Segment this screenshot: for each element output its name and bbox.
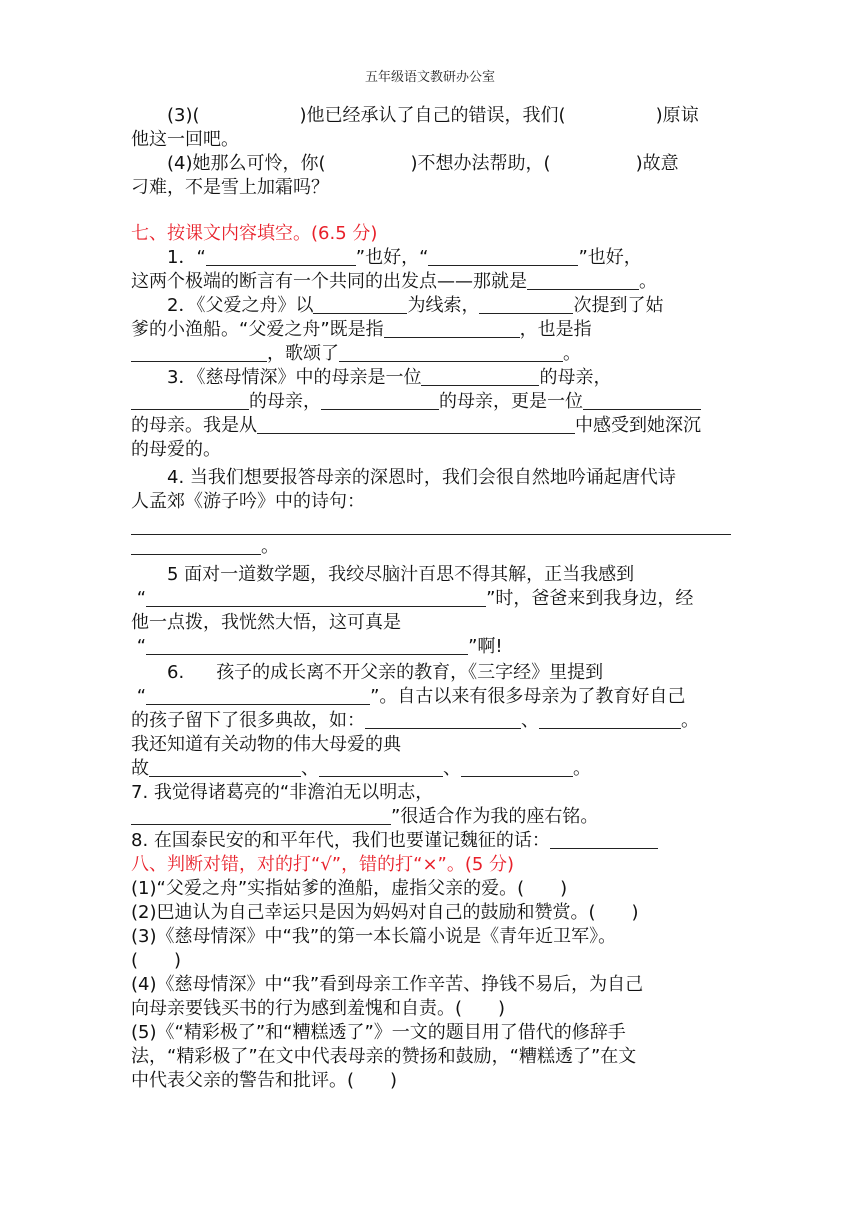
text: 8. 在国泰民安的和平年代，我们也要谨记魏征的话： bbox=[131, 830, 550, 851]
text: 6. bbox=[167, 662, 185, 683]
s8-item-5-cont: 法，“精彩极了”在文中代表母亲的赞扬和鼓励，“糟糕透了”在文 bbox=[131, 1046, 637, 1067]
s7-item-3-cont3: 的母爱的。 bbox=[131, 439, 221, 460]
s7-item-6-cont bbox=[131, 685, 731, 709]
s7-item-8 bbox=[131, 829, 731, 853]
fill-blank[interactable] bbox=[321, 391, 439, 410]
fill-blank[interactable] bbox=[131, 391, 249, 410]
s8-item-3-cont: ( ) bbox=[131, 950, 182, 971]
fill-blank[interactable] bbox=[313, 295, 407, 314]
text: 爹的小渔船。“父爱之舟”既是指 bbox=[131, 319, 384, 340]
text: 的母亲，更是一位 bbox=[439, 391, 583, 412]
fill-blank[interactable] bbox=[146, 686, 370, 705]
text: 的母亲， bbox=[249, 391, 321, 412]
s7-item-5: 5 面对一道数学题，我绞尽脑汁百思不得其解，正当我感到 bbox=[167, 564, 635, 585]
section-7-title: 七、按课文内容填空。(6.5 分) bbox=[131, 223, 378, 244]
s7-item-3 bbox=[131, 366, 731, 390]
fill-blank[interactable] bbox=[319, 758, 443, 777]
text: 这两个极端的断言有一个共同的出发点——那就是 bbox=[131, 271, 527, 292]
s7-item-1 bbox=[131, 246, 731, 270]
fill-blank[interactable] bbox=[365, 710, 521, 729]
text: 孩子的成长离不开父亲的教育，《三字经》里提到 bbox=[216, 662, 604, 683]
s7-item-6-cont2 bbox=[131, 709, 731, 733]
text: ”也好，“ bbox=[355, 247, 429, 268]
text: ，歌颂了 bbox=[267, 343, 339, 364]
text: ，也是指 bbox=[519, 319, 592, 340]
s7-item-4-cont2 bbox=[131, 535, 731, 559]
text: )不想办法帮助，( bbox=[410, 153, 551, 174]
fill-blank[interactable] bbox=[421, 367, 539, 386]
s7-item-2-cont bbox=[131, 318, 731, 342]
s7-item-4-cont: 人孟郊《游子吟》中的诗句： bbox=[131, 491, 365, 512]
text: 。 bbox=[639, 271, 657, 292]
fill-blank[interactable] bbox=[550, 830, 658, 849]
fill-blank[interactable] bbox=[131, 343, 267, 362]
text: (3)( bbox=[167, 105, 200, 126]
s8-item-2: (2)巴迪认为自己幸运只是因为妈妈对自己的鼓励和赞赏。( ) bbox=[131, 902, 639, 923]
s7-item-4: 4. 当我们想要报答母亲的深恩时，我们会很自然地吟诵起唐代诗 bbox=[167, 467, 676, 488]
s7-item-2-cont2 bbox=[131, 342, 731, 366]
s8-item-4-cont: 向母亲要钱买书的行为感到羞愧和自责。( ) bbox=[131, 998, 506, 1019]
fill-line[interactable] bbox=[131, 514, 731, 535]
text: 、 bbox=[521, 710, 539, 731]
page-header: 五年级语文教研办公室 bbox=[364, 70, 495, 85]
fill-blank[interactable] bbox=[257, 415, 575, 434]
text: 中感受到她深沉 bbox=[575, 415, 701, 436]
text: ”时，爸爸来到我身边，经 bbox=[486, 588, 694, 609]
s8-item-5: (5)《“精彩极了”和“糟糕透了”》一文的题目用了借代的修辞手 bbox=[131, 1022, 626, 1043]
text: 。 bbox=[573, 758, 591, 779]
text: 。 bbox=[563, 343, 581, 364]
fill-blank[interactable] bbox=[131, 536, 261, 555]
s6-item-3 bbox=[131, 104, 731, 128]
text: 。 bbox=[681, 710, 699, 731]
s6-item-4-cont: 刁难，不是雪上加霜吗？ bbox=[131, 177, 329, 198]
s7-item-2 bbox=[131, 294, 731, 318]
fill-blank[interactable] bbox=[539, 710, 681, 729]
s8-item-3: (3)《慈母情深》中“我”的第一本长篇小说是《青年近卫军》。 bbox=[131, 926, 617, 947]
fill-blank[interactable] bbox=[131, 806, 391, 825]
fill-blank[interactable] bbox=[583, 391, 701, 410]
s8-item-5-cont2: 中代表父亲的警告和批评。( ) bbox=[131, 1070, 398, 1091]
s7-item-6 bbox=[131, 661, 731, 685]
worksheet-body bbox=[131, 104, 731, 1093]
s7-item-7: 7. 我觉得诸葛亮的“非澹泊无以明志， bbox=[131, 782, 434, 803]
fill-blank[interactable] bbox=[384, 319, 520, 338]
text: ”也好， bbox=[578, 247, 642, 268]
fill-blank[interactable] bbox=[146, 588, 486, 607]
s6-item-4 bbox=[131, 152, 731, 176]
text: )故意 bbox=[635, 153, 679, 174]
fill-blank[interactable] bbox=[461, 758, 573, 777]
fill-blank[interactable] bbox=[149, 758, 301, 777]
text: 、 bbox=[301, 758, 319, 779]
s7-item-5-cont3 bbox=[131, 635, 731, 659]
text: 的母亲， bbox=[539, 367, 612, 388]
text: 、 bbox=[443, 758, 461, 779]
text: 1．“ bbox=[167, 247, 206, 268]
text: 为线索， bbox=[407, 295, 480, 316]
fill-blank[interactable] bbox=[206, 247, 356, 266]
fill-blank[interactable] bbox=[479, 295, 573, 314]
s7-item-5-cont2: 他一点拨，我恍然大悟，这可真是 bbox=[131, 612, 401, 633]
s7-item-1-cont bbox=[131, 270, 731, 294]
text: “ bbox=[136, 686, 147, 707]
text: 3．《慈母情深》中的母亲是一位 bbox=[167, 367, 422, 388]
text: 2．《父爱之舟》以 bbox=[167, 295, 314, 316]
text: ”。自古以来有很多母亲为了教育好自己 bbox=[370, 686, 686, 707]
fill-blank[interactable] bbox=[146, 636, 468, 655]
s7-item-3-cont bbox=[131, 390, 731, 414]
fill-blank[interactable] bbox=[339, 343, 563, 362]
text: ”很适合作为我的座右铭。 bbox=[391, 806, 599, 827]
text: )他已经承认了自己的错误，我们( bbox=[299, 105, 566, 126]
text: (4)她那么可怜，你( bbox=[167, 153, 326, 174]
s8-item-1: (1)“父爱之舟”实指姑爹的渔船，虚指父亲的爱。( ) bbox=[131, 878, 568, 899]
text: 。 bbox=[261, 536, 279, 557]
text: 的孩子留下了很多典故，如： bbox=[131, 710, 365, 731]
s6-item-3-cont: 他这一回吧。 bbox=[131, 129, 239, 150]
text: 次提到了姑 bbox=[573, 295, 664, 316]
text: 故 bbox=[131, 758, 149, 779]
text: 的母亲。我是从 bbox=[131, 415, 257, 436]
s7-item-6-cont3: 我还知道有关动物的伟大母爱的典 bbox=[131, 734, 401, 755]
fill-blank[interactable] bbox=[527, 271, 639, 290]
text: “ bbox=[136, 588, 147, 609]
s7-item-5-cont bbox=[131, 587, 731, 611]
section-8-title: 八、判断对错，对的打“√”，错的打“×”。(5 分) bbox=[131, 854, 515, 875]
text: )原谅 bbox=[655, 105, 699, 126]
s7-item-6-cont4 bbox=[131, 757, 731, 781]
text: ”啊! bbox=[468, 636, 503, 657]
s8-item-4: (4)《慈母情深》中“我”看到母亲工作辛苦、挣钱不易后，为自己 bbox=[131, 974, 644, 995]
text: “ bbox=[136, 636, 147, 657]
s7-item-3-cont2 bbox=[131, 414, 731, 438]
fill-blank[interactable] bbox=[428, 247, 578, 266]
s7-item-7-cont bbox=[131, 805, 731, 829]
